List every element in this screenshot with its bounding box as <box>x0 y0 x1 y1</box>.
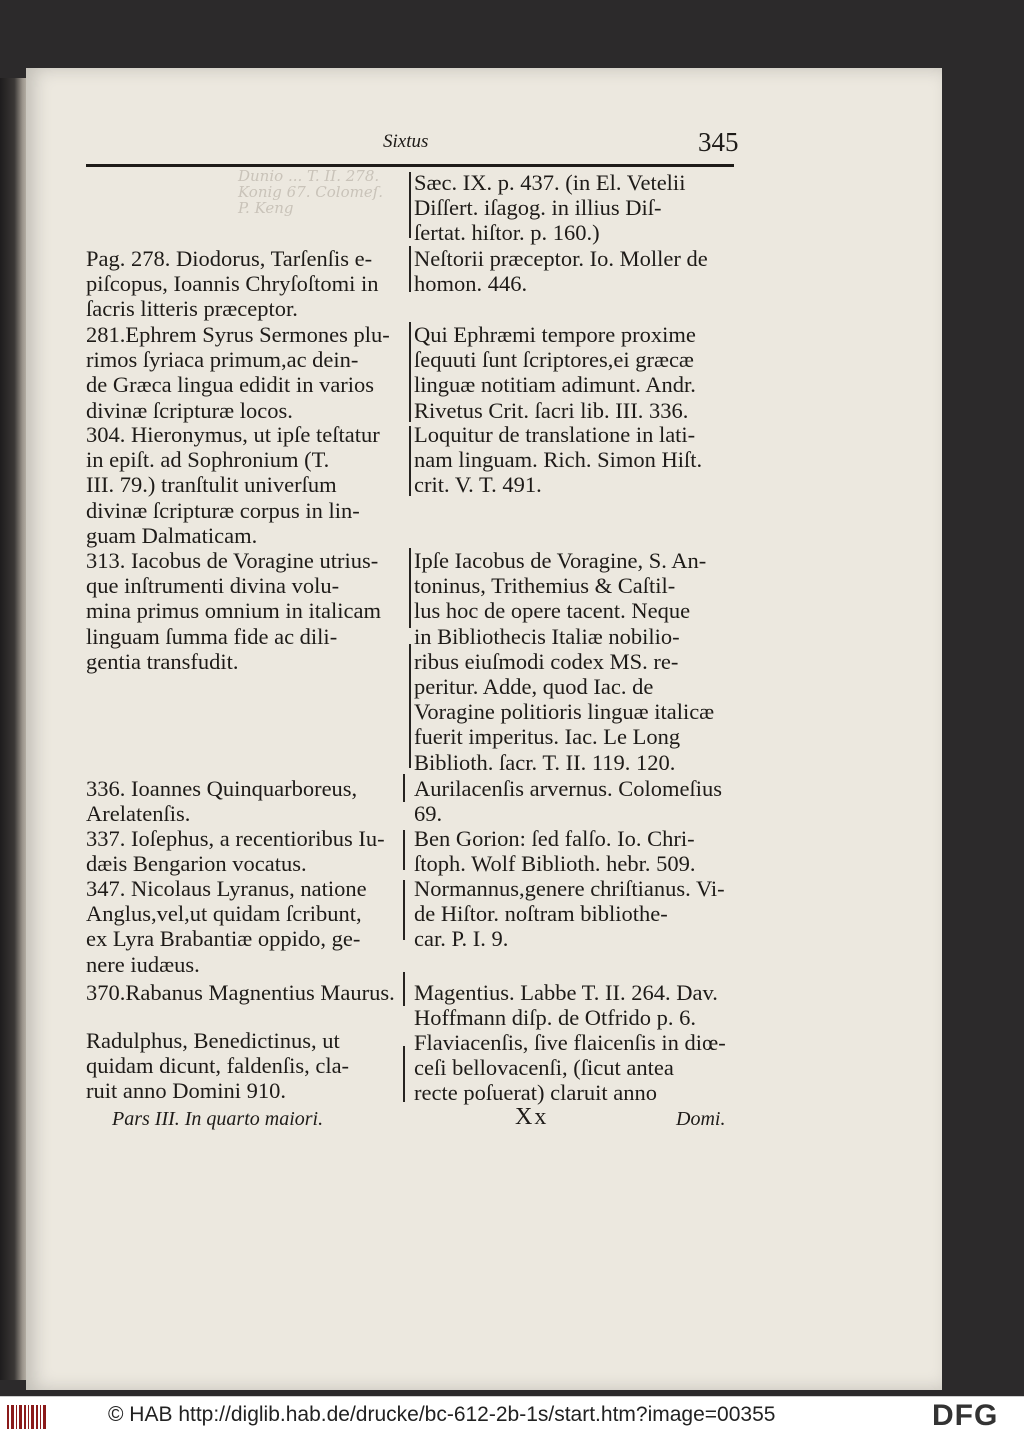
note-normannus: Normannus,genere chriſtianus. Vi- de Hiſtor. noſtram bibliothe- car. P. I. 9. <box>414 876 725 952</box>
note-saec-ix: Sæc. IX. p. 437. (in El. Vetelii Diſſert. iſagog. in illius Diſ- ſertat. hiſtor. p. 160.) <box>414 170 686 246</box>
header-rule <box>86 164 734 167</box>
column-divider <box>409 548 411 628</box>
barcode-logo-icon[interactable] <box>6 1403 48 1431</box>
copyright-url-text[interactable]: © HAB http://diglib.hab.de/drucke/bc-612-2b-1s/start.htm?image=00355 <box>108 1403 776 1426</box>
note-ben-gorion: Ben Gorion: ſed falſo. Io. Chri- ſtoph. Wolf Biblioth. hebr. 509. <box>414 826 696 877</box>
viewer-footer-bar <box>0 1396 1024 1436</box>
entry-rabanus: 370.Rabanus Magnentius Maurus. <box>86 980 395 1005</box>
column-divider <box>409 426 411 496</box>
entry-iosephus: 337. Ioſephus, a recentioribus Iu- dæis Bengarion vocatus. <box>86 826 385 877</box>
signature-mark: Xx <box>515 1104 549 1130</box>
column-divider <box>403 972 405 1006</box>
running-head <box>0 127 1024 161</box>
note-flaviacensis: Flaviacenſis, ſive flaicenſis in diœ- ceſi bellovacenſi, (ſicut antea recte poſuerat) claruit anno <box>414 1030 726 1106</box>
note-nestorii: Neſtorii præceptor. Io. Moller de homon. 446. <box>414 246 708 297</box>
signature-note: Pars III. In quarto maiori. <box>112 1108 324 1130</box>
dfg-logo: DFG <box>932 1399 999 1432</box>
column-divider <box>403 774 405 802</box>
entry-ephrem: 281.Ephrem Syrus Sermones plu- rimos ſyriaca primum,ac dein- de Græca lingua edidit in varios divinæ ſcripturæ locos. <box>86 322 390 423</box>
note-magentius: Magentius. Labbe T. II. 264. Dav. Hoffmann diſp. de Otfrido p. 6. <box>414 980 718 1031</box>
note-ephraemi: Qui Ephræmi tempore proxime ſequuti ſunt ſcriptores,ei græcæ linguæ notitiam adimunt. Andr. Rivetus Crit. ſacri lib. III. 336. <box>414 322 696 423</box>
entry-hieronymus: 304. Hieronymus, ut ipſe teſtatur in epiſt. ad Sophronium (T. III. 79.) tranſtulit univerſum divinæ ſcripturæ corpus in lin- guam Dalmaticam. <box>86 422 380 548</box>
entry-quinquarboreus: 336. Ioannes Quinquarboreus, Arelatenſis. <box>86 776 358 827</box>
column-divider <box>403 830 405 870</box>
page-footer <box>0 1104 1024 1138</box>
running-title: Sixtus <box>383 131 429 152</box>
entry-lyranus: 347. Nicolaus Lyranus, natione Anglus,vel,ut quidam ſcribunt, ex Lyra Brabantiæ oppido, ge- nere iudæus. <box>86 876 367 977</box>
entry-radulphus: Radulphus, Benedictinus, ut quidam dicunt, faldenſis, cla- ruit anno Domini 910. <box>86 1028 350 1104</box>
note-aurilacensis: Aurilacenſis arvernus. Colomeſius 69. <box>414 776 723 827</box>
column-divider <box>409 322 411 422</box>
column-divider <box>403 880 405 940</box>
entry-diodorus: Pag. 278. Diodorus, Tarſenſis e- piſcopus, Ioannis Chryſoſtomi in ſacris litteris præceptor. <box>86 246 379 322</box>
catchword: Domi. <box>676 1108 726 1130</box>
column-divider <box>409 246 411 292</box>
bleed-through-text: Dunio ... T. II. 278. Konig 67. Colomeſ. P. Keng <box>238 167 384 217</box>
note-translatione: Loquitur de translatione in lati- nam linguam. Rich. Simon Hiſt. crit. V. T. 491. <box>414 422 703 498</box>
column-divider <box>409 704 411 768</box>
note-voragine: Ipſe Iacobus de Voragine, S. An- toninus, Trithemius & Caſtil- lus hoc de opere tacent. Neque in Bibliothecis Italiæ nobilio- ribus eiuſmodi codex MS. re- peritur. Adde, quod Iac. de Voragine politioris linguæ italicæ fuerit imperitus. Iac. Le Long Biblioth. ſacr. T. II. 119. 120. <box>414 548 715 775</box>
column-divider <box>403 1046 405 1102</box>
entry-voragine: 313. Iacobus de Voragine utrius- que inſtrumenti divina volu- mina primus omnium in italicam linguam ſumma fide ac dili- gentia transfudit. <box>86 548 381 674</box>
column-divider <box>409 172 411 238</box>
page-number: 345 <box>698 127 739 157</box>
